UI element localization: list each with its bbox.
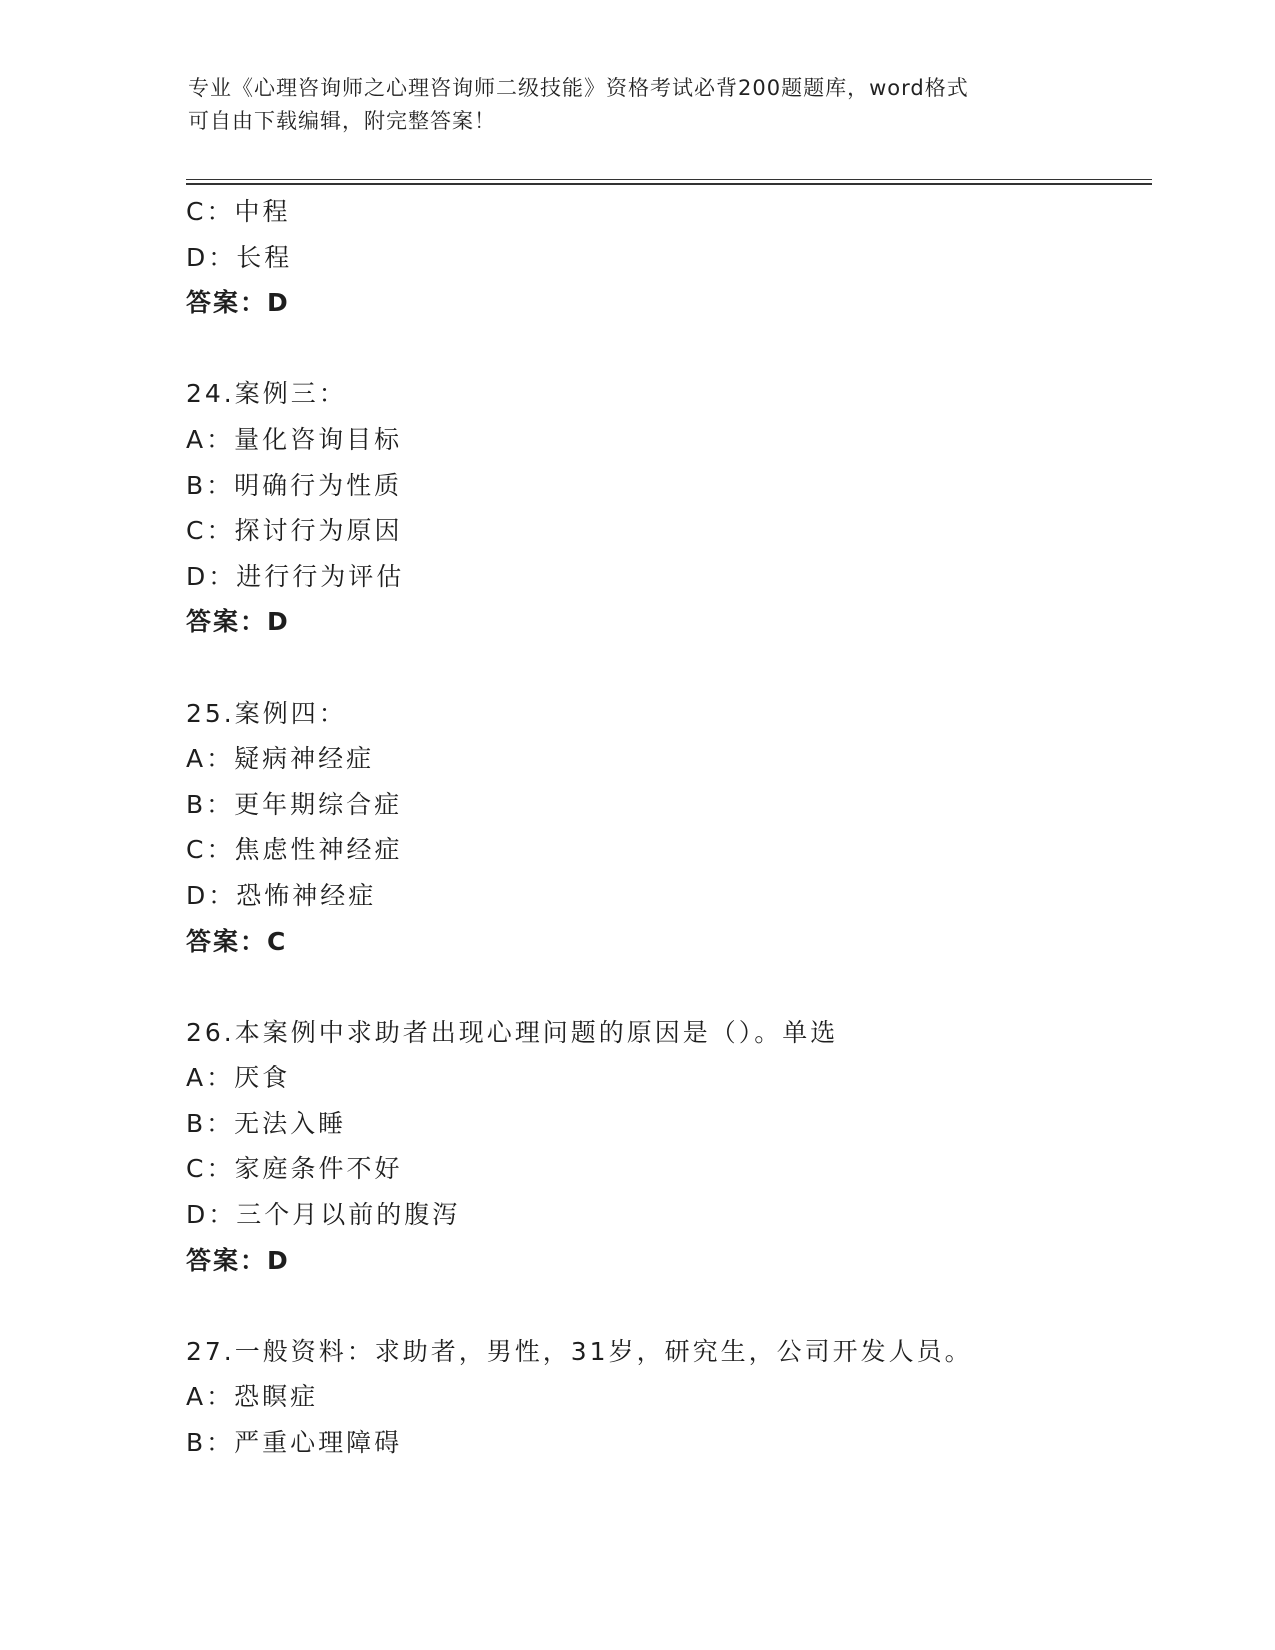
header-title-line-2: 可自由下载编辑，附完整答案！ (188, 109, 496, 133)
header-divider-thick (186, 183, 1152, 185)
spacer (186, 1283, 1146, 1329)
option-d: D：进行行为评估 (186, 561, 405, 591)
question-list (186, 189, 1146, 1466)
header-title-line-1: 专业《心理咨询师之心理咨询师二级技能》资格考试必背200题题库，word格式 (188, 76, 969, 100)
question-block-24 (186, 371, 1146, 645)
question-title: 25.案例四： (186, 698, 347, 728)
question-title: 27.一般资料：求助者，男性，31岁，研究生，公司开发人员。 (186, 1336, 973, 1366)
option-b: B：更年期综合症 (186, 789, 403, 819)
option-d: D：长程 (186, 242, 293, 272)
question-title: 24.案例三： (186, 379, 347, 409)
option-d: D：恐怖神经症 (186, 880, 377, 910)
answer-line: 答案：D (186, 288, 290, 318)
option-c: C：探讨行为原因 (186, 516, 403, 546)
option-a: A：量化咨询目标 (186, 424, 403, 454)
option-b: B：严重心理障碍 (186, 1428, 403, 1458)
question-block-26 (186, 1010, 1146, 1284)
option-d: D：三个月以前的腹泻 (186, 1200, 461, 1230)
spacer (186, 964, 1146, 1010)
spacer (186, 645, 1146, 691)
spacer (186, 326, 1146, 372)
option-a: A：恐瞑症 (186, 1382, 319, 1412)
answer-line: 答案：D (186, 1245, 290, 1275)
page-header (188, 72, 1068, 138)
answer-line: 答案：C (186, 926, 288, 956)
header-divider-thin (186, 179, 1152, 180)
question-block-27 (186, 1329, 1146, 1466)
option-b: B：无法入睡 (186, 1108, 347, 1138)
question-block-23 (186, 189, 1146, 326)
question-block-25 (186, 691, 1146, 965)
option-a: A：疑病神经症 (186, 744, 375, 774)
answer-line: 答案：D (186, 607, 290, 637)
option-a: A：厌食 (186, 1063, 291, 1093)
question-title: 26.本案例中求助者出现心理问题的原因是（）。单选 (186, 1017, 839, 1047)
option-c: C：焦虑性神经症 (186, 835, 403, 865)
option-b: B：明确行为性质 (186, 470, 403, 500)
option-c: C：家庭条件不好 (186, 1154, 403, 1184)
option-c: C：中程 (186, 197, 291, 226)
